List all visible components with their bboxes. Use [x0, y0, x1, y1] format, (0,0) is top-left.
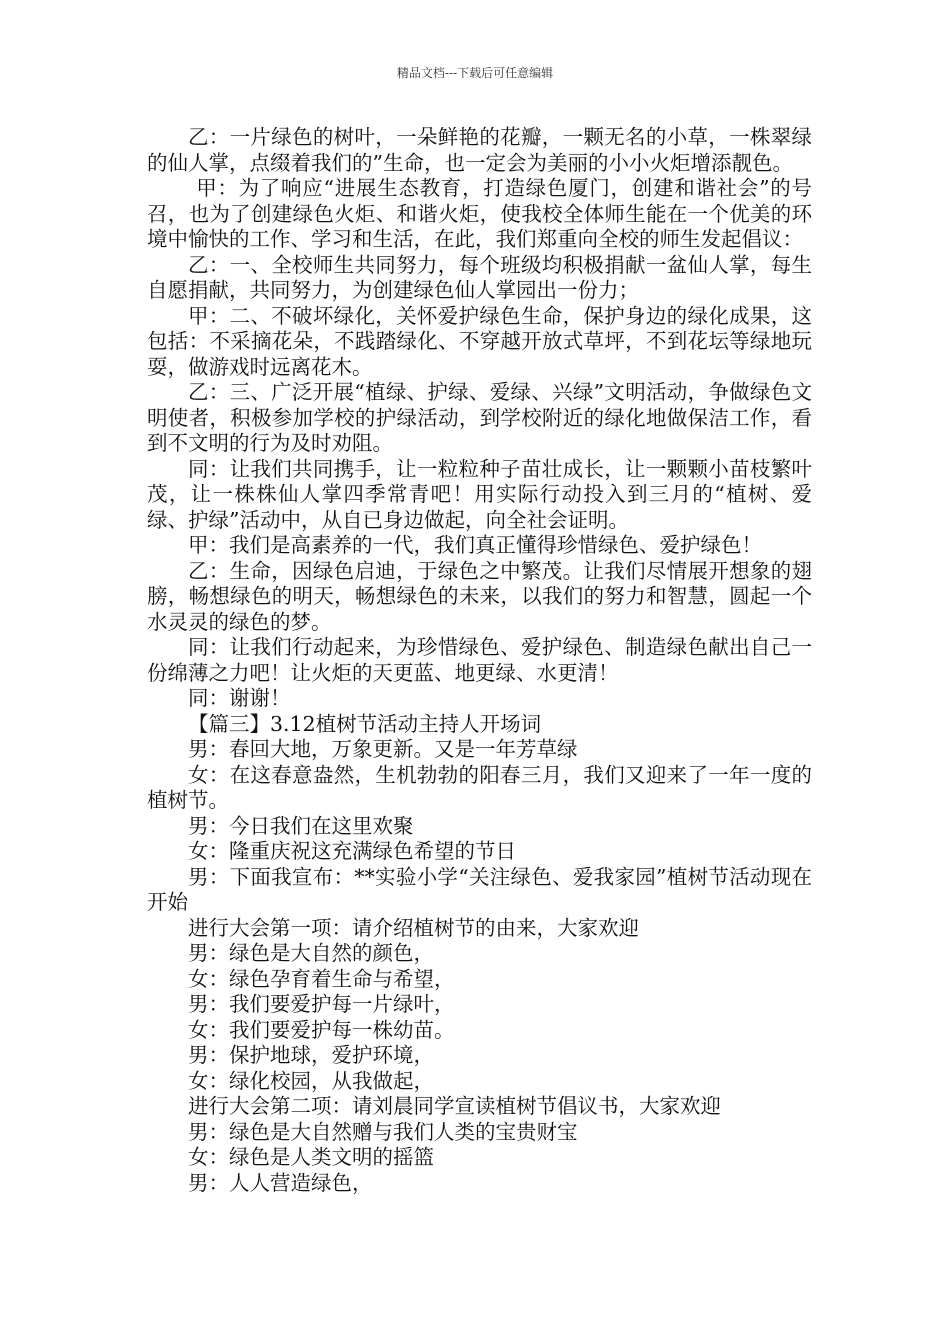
paragraph: 进行大会第二项：请刘晨同学宣读植树节倡议书，大家欢迎 — [188, 1094, 721, 1118]
paragraph: 乙：三、广泛开展“植绿、护绿、爱绿、兴绿”文明活动，争做绿色文明使者，积极参加学校的护绿活动，到学校附近的绿化地做保洁工作，看到不文明的行为及时劝阻。 — [147, 380, 812, 455]
paragraph: 女：在这春意盎然，生机勃勃的阳春三月，我们又迎来了一年一度的植树节。 — [147, 762, 812, 812]
paragraph: 男：保护地球，爱护环境， — [188, 1043, 434, 1067]
paragraph: 男：下面我宣布：**实验小学“关注绿色、爱我家园”植树节活动现在开始 — [147, 864, 812, 914]
paragraph: 甲：二、不破坏绿化，关怀爱护绿色生命，保护身边的绿化成果，这包括：不采摘花朵，不践踏绿化、不穿越开放式草坪，不到花坛等绿地玩耍，做游戏时远离花木。 — [147, 303, 812, 379]
document-body — [147, 125, 812, 1196]
paragraph: 甲：为了响应“进展生态教育，打造绿色厦门，创建和谐社会”的号召，也为了创建绿色火炬、和谐火炬，使我校全体师生能在一个优美的环境中愉快的工作、学习和生活，在此，我们郑重向全校的师生发起倡议： — [147, 176, 812, 251]
section-heading: 【篇三】3.12植树节活动主持人开场词 — [188, 711, 542, 736]
paragraph: 乙：一、全校师生共同努力，每个班级均积极捐献一盆仙人掌，每生自愿捐献，共同努力，为创建绿色仙人掌园出一份力； — [147, 252, 812, 302]
paragraph: 女：隆重庆祝这充满绿色希望的节日 — [188, 839, 516, 863]
page-header: 精品文档---下载后可任意编辑 — [396, 66, 554, 80]
paragraph: 女：绿色孕育着生命与希望， — [188, 966, 455, 991]
paragraph: 乙：一片绿色的树叶，一朵鲜艳的花瓣，一颗无名的小草，一株翠绿的仙人掌，点缀着我们的”生命，也一定会为美丽的小小火炬增添靓色。 — [147, 125, 812, 175]
paragraph: 同：让我们行动起来，为珍惜绿色、爱护绿色、制造绿色献出自己一份绵薄之力吧！让火炬的天更蓝、地更绿、水更清！ — [147, 635, 812, 685]
paragraph: 女：绿色是人类文明的摇篮 — [188, 1145, 434, 1169]
paragraph: 男：人人营造绿色， — [188, 1170, 373, 1195]
paragraph: 女：我们要爱护每一株幼苗。 — [188, 1017, 455, 1042]
paragraph: 男：春回大地，万象更新。又是一年芳草绿 — [188, 737, 578, 761]
paragraph: 进行大会第一项：请介绍植树节的由来，大家欢迎 — [188, 915, 639, 940]
paragraph: 男：今日我们在这里欢聚 — [188, 813, 414, 838]
paragraph: 女：绿化校园，从我做起， — [188, 1068, 434, 1093]
paragraph: 同：让我们共同携手，让一粒粒种子苗壮成长，让一颗颗小苗枝繁叶茂，让一株株仙人掌四季常青吧！用实际行动投入到三月的“植树、爱绿、护绿”活动中，从自已身边做起，向全社会证明。 — [147, 456, 812, 532]
paragraph: 男：绿色是大自然赠与我们人类的宝贵财宝 — [188, 1119, 578, 1144]
paragraph: 男：绿色是大自然的颜色， — [188, 941, 434, 965]
paragraph: 甲：我们是高素养的一代，我们真正懂得珍惜绿色、爱护绿色！ — [188, 533, 762, 557]
paragraph: 男：我们要爱护每一片绿叶， — [188, 992, 455, 1016]
paragraph: 乙：生命，因绿色启迪，于绿色之中繁茂。让我们尽情展开想象的翅膀，畅想绿色的明天，畅想绿色的未来，以我们的努力和智慧，圆起一个水灵灵的绿色的梦。 — [147, 558, 812, 634]
paragraph: 同：谢谢！ — [188, 686, 291, 710]
